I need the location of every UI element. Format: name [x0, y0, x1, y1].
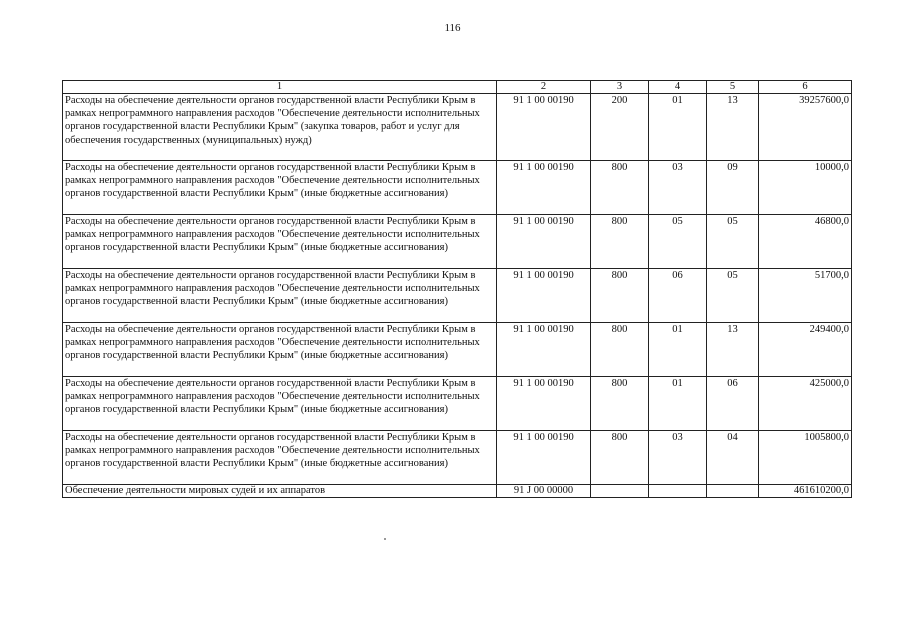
table-row — [63, 161, 852, 215]
row-expense-type — [591, 485, 649, 498]
column-header-3: 3 — [591, 81, 649, 94]
row-section: 01 — [649, 377, 707, 431]
row-description: Расходы на обеспечение деятельности органов государственной власти Республики Крым в рамках непрограммного направления расходов "Обеспечение деятельности исполнительных органов государственной власти Республики Крым" (иные бюджетные ассигнования) — [63, 269, 497, 323]
page-number: 116 — [444, 22, 461, 34]
row-section: 05 — [649, 215, 707, 269]
row-expense-type: 800 — [591, 161, 649, 215]
column-header-2: 2 — [497, 81, 591, 94]
table-row — [63, 377, 852, 431]
table-row — [63, 323, 852, 377]
row-subsection: 06 — [707, 377, 759, 431]
row-subsection: 05 — [707, 269, 759, 323]
row-section: 03 — [649, 431, 707, 485]
table-row — [63, 485, 852, 498]
row-subsection: 09 — [707, 161, 759, 215]
row-subsection: 05 — [707, 215, 759, 269]
table-row — [63, 269, 852, 323]
row-target-code: 91 1 00 00190 — [497, 377, 591, 431]
row-amount: 461610200,0 — [759, 485, 852, 498]
row-section: 06 — [649, 269, 707, 323]
row-amount: 10000,0 — [759, 161, 852, 215]
row-expense-type: 800 — [591, 215, 649, 269]
column-header-1: 1 — [63, 81, 497, 94]
table-row — [63, 94, 852, 161]
row-description: Расходы на обеспечение деятельности органов государственной власти Республики Крым в рамках непрограммного направления расходов "Обеспечение деятельности исполнительных органов государственной власти Республики Крым" (иные бюджетные ассигнования) — [63, 377, 497, 431]
row-target-code: 91 1 00 00190 — [497, 161, 591, 215]
row-description: Обеспечение деятельности мировых судей и их аппаратов — [63, 485, 497, 498]
row-amount: 46800,0 — [759, 215, 852, 269]
row-subsection: 04 — [707, 431, 759, 485]
row-amount: 39257600,0 — [759, 94, 852, 161]
row-description: Расходы на обеспечение деятельности органов государственной власти Республики Крым в рамках непрограммного направления расходов "Обеспечение деятельности исполнительных органов государственной власти Республики Крым" (иные бюджетные ассигнования) — [63, 161, 497, 215]
row-section: 03 — [649, 161, 707, 215]
row-amount: 51700,0 — [759, 269, 852, 323]
row-subsection: 13 — [707, 94, 759, 161]
row-section: 01 — [649, 323, 707, 377]
row-section — [649, 485, 707, 498]
table-row — [63, 431, 852, 485]
header-row — [63, 81, 852, 94]
row-target-code: 91 J 00 00000 — [497, 485, 591, 498]
row-description: Расходы на обеспечение деятельности органов государственной власти Республики Крым в рамках непрограммного направления расходов "Обеспечение деятельности исполнительных органов государственной власти Республики Крым" (иные бюджетные ассигнования) — [63, 431, 497, 485]
row-target-code: 91 1 00 00190 — [497, 431, 591, 485]
row-subsection: 13 — [707, 323, 759, 377]
column-header-4: 4 — [649, 81, 707, 94]
row-expense-type: 800 — [591, 377, 649, 431]
scan-speck — [384, 538, 386, 540]
table-row — [63, 215, 852, 269]
row-target-code: 91 1 00 00190 — [497, 323, 591, 377]
row-description: Расходы на обеспечение деятельности органов государственной власти Республики Крым в рамках непрограммного направления расходов "Обеспечение деятельности исполнительных органов государственной власти Республики Крым" (закупка товаров, работ и услуг для обеспечения государственных (муниципальных) нужд) — [63, 94, 497, 161]
row-target-code: 91 1 00 00190 — [497, 94, 591, 161]
row-amount: 1005800,0 — [759, 431, 852, 485]
column-header-6: 6 — [759, 81, 852, 94]
row-amount: 249400,0 — [759, 323, 852, 377]
row-expense-type: 800 — [591, 269, 649, 323]
row-target-code: 91 1 00 00190 — [497, 215, 591, 269]
row-subsection — [707, 485, 759, 498]
row-description: Расходы на обеспечение деятельности органов государственной власти Республики Крым в рамках непрограммного направления расходов "Обеспечение деятельности исполнительных органов государственной власти Республики Крым" (иные бюджетные ассигнования) — [63, 323, 497, 377]
budget-table — [62, 80, 852, 498]
row-target-code: 91 1 00 00190 — [497, 269, 591, 323]
row-expense-type: 800 — [591, 323, 649, 377]
row-description: Расходы на обеспечение деятельности органов государственной власти Республики Крым в рамках непрограммного направления расходов "Обеспечение деятельности исполнительных органов государственной власти Республики Крым" (иные бюджетные ассигнования) — [63, 215, 497, 269]
row-section: 01 — [649, 94, 707, 161]
row-expense-type: 200 — [591, 94, 649, 161]
row-amount: 425000,0 — [759, 377, 852, 431]
row-expense-type: 800 — [591, 431, 649, 485]
column-header-5: 5 — [707, 81, 759, 94]
